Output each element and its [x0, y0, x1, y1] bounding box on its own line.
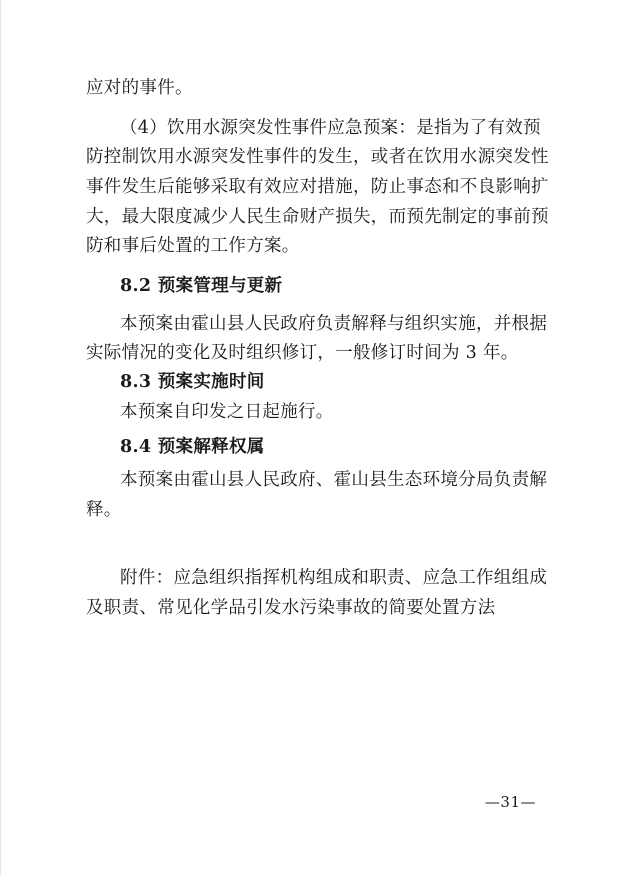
section-heading-8-4: 8.4 预案解释权属 — [120, 437, 265, 457]
paragraph-line: （4）饮用水源突发性事件应急预案：是指为了有效预 — [120, 118, 541, 138]
paragraph-line: 本预案由霍山县人民政府负责解释与组织实施，并根据 — [120, 314, 548, 334]
paragraph-line: 事件发生后能够采取有效应对措施，防止事态和不良影响扩 — [86, 177, 549, 197]
attachment-line: 附件：应急组织指挥机构组成和职责、应急工作组组成 — [120, 568, 548, 588]
paragraph-line: 大，最大限度减少人民生命财产损失，而预先制定的事前预 — [86, 207, 549, 227]
paragraph-line: 本预案由霍山县人民政府、霍山县生态环境分局负责解 — [120, 470, 548, 490]
paragraph-line: 防控制饮用水源突发性事件的发生，或者在饮用水源突发性 — [86, 147, 549, 167]
paragraph-line: 释。 — [86, 500, 122, 520]
paragraph-line: 本预案自印发之日起施行。 — [120, 402, 334, 422]
paragraph-line: 应对的事件。 — [86, 78, 193, 98]
paragraph-line: 防和事后处置的工作方案。 — [86, 236, 300, 256]
attachment-line: 及职责、常见化学品引发水污染事故的简要处置方法 — [86, 598, 496, 618]
section-heading-8-3: 8.3 预案实施时间 — [120, 372, 265, 392]
paragraph-line: 实际情况的变化及时组织修订，一般修订时间为 3 年。 — [86, 343, 519, 363]
page-number: —31— — [484, 793, 536, 811]
section-heading-8-2: 8.2 预案管理与更新 — [120, 276, 283, 296]
